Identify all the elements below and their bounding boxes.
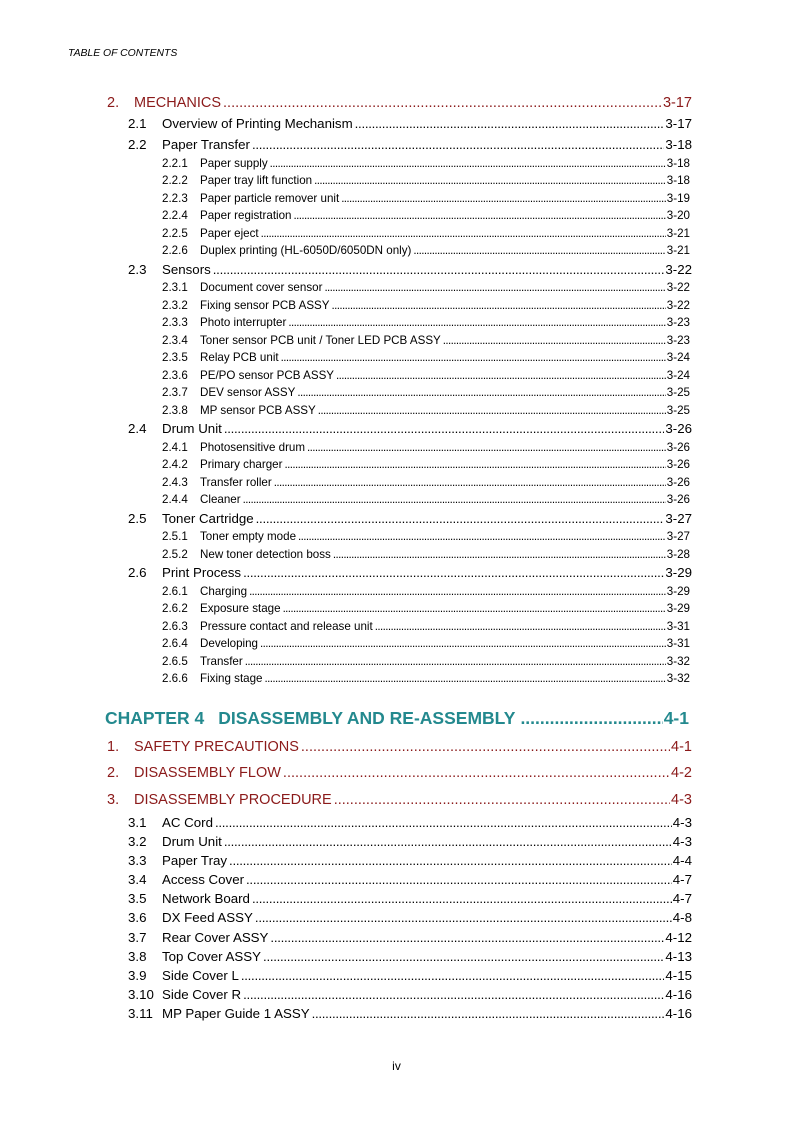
dot-leader (252, 135, 664, 155)
entry-title: Drum Unit (162, 421, 222, 436)
entry-number: 2.4.1 (162, 440, 188, 454)
toc-entry-subsection[interactable] (0, 947, 692, 966)
dot-leader (245, 653, 666, 671)
entry-page-number: 3-29 (665, 565, 692, 580)
entry-title: Top Cover ASSY (162, 948, 262, 964)
toc-entry-section[interactable] (0, 760, 692, 787)
entry-number: 3.2 (128, 833, 147, 849)
toc-entry-subsection[interactable] (0, 1004, 692, 1023)
entry-page-number: 4-2 (671, 765, 692, 781)
entry-title: AC Cord (162, 814, 213, 830)
entry-number: 2.3.5 (162, 351, 188, 364)
dot-leader (318, 402, 666, 420)
toc-entry-subsection[interactable] (0, 114, 692, 134)
dot-leader (243, 491, 666, 509)
dot-leader (265, 670, 666, 688)
entry-title: DISASSEMBLY PROCEDURE (134, 791, 332, 808)
entry-title: Charging (200, 584, 248, 598)
entry-page-number: 3-24 (666, 368, 690, 382)
dot-leader (252, 889, 672, 908)
toc-entry-section[interactable] (0, 733, 692, 760)
dot-leader (213, 260, 665, 280)
entry-number: 2.6.3 (162, 619, 188, 633)
entry-number: 3.6 (128, 910, 147, 926)
entry-page-number: 3-26 (666, 493, 690, 506)
entry-title: Side Cover L (162, 968, 239, 983)
entry-number: 2. (107, 95, 120, 111)
toc-entry-subsection[interactable] (0, 966, 692, 985)
entry-number: 2.5.1 (162, 530, 188, 543)
toc-entry-subsubsection[interactable] (0, 225, 690, 243)
entry-number: 2.6 (128, 565, 147, 580)
entry-title: DX Feed ASSY (162, 910, 253, 926)
toc-entry-subsubsection[interactable] (0, 297, 690, 315)
entry-page-number: 3-25 (666, 403, 690, 417)
entry-page-number: 4-8 (672, 910, 692, 926)
entry-page-number: 4-3 (671, 791, 692, 808)
entry-page-number: 3-29 (666, 584, 690, 598)
dot-leader (255, 908, 672, 927)
dot-leader (261, 225, 666, 243)
entry-page-number: 3-22 (665, 261, 692, 277)
toc-entry-section[interactable] (0, 786, 692, 813)
dot-leader (307, 439, 666, 457)
dot-leader (223, 92, 662, 114)
entry-number: 3.10 (128, 987, 154, 1003)
toc-entry-subsubsection[interactable] (0, 456, 690, 474)
toc-entry-subsubsection[interactable] (0, 349, 690, 367)
toc-entry-subsection[interactable] (0, 419, 692, 439)
dot-leader (260, 635, 666, 653)
entry-page-number: 3-18 (666, 174, 690, 187)
dot-leader (294, 207, 666, 225)
entry-title: Photo interrupter (200, 316, 287, 329)
entry-page-number: 3-28 (666, 547, 690, 561)
entry-number: 2.2 (128, 137, 147, 152)
entry-title: Side Cover R (162, 987, 242, 1003)
entry-page-number: 4-1 (671, 738, 692, 755)
toc-entry-subsubsection[interactable] (0, 528, 690, 546)
entry-page-number: 4-15 (665, 968, 692, 983)
entry-page-number: 4-1 (663, 708, 689, 728)
entry-page-number: 3-27 (666, 530, 690, 543)
toc-entry-subsection[interactable] (0, 260, 692, 280)
entry-title: Rear Cover ASSY (162, 929, 269, 945)
entry-number: 2.2.1 (162, 156, 188, 170)
entry-title: Toner Cartridge (162, 510, 254, 526)
entry-title: Fixing sensor PCB ASSY (200, 298, 330, 312)
entry-number: 3. (107, 791, 120, 808)
entry-number: 2.3.8 (162, 403, 188, 417)
toc-chapter-heading[interactable] (0, 703, 689, 733)
dot-leader (336, 367, 666, 385)
dot-leader (298, 528, 666, 546)
entry-number: 2.2.4 (162, 209, 188, 222)
entry-number: 2.4 (128, 421, 147, 436)
entry-number: 3.4 (128, 872, 147, 888)
entry-title: Exposure stage (200, 602, 281, 615)
entry-title: Paper Tray (162, 852, 228, 868)
dot-leader (314, 172, 666, 190)
entry-page-number: 3-17 (662, 95, 692, 111)
entry-title: MECHANICS (134, 95, 222, 111)
dot-leader (301, 737, 670, 758)
toc-entry-subsection[interactable] (0, 985, 692, 1004)
entry-title: Toner sensor PCB unit / Toner LED PCB ASSY (200, 333, 441, 347)
entry-page-number: 3-26 (666, 475, 690, 489)
entry-page-number: 3-22 (666, 281, 690, 294)
entry-number: 2.3 (128, 261, 147, 277)
toc-entry-subsubsection[interactable] (0, 439, 690, 457)
entry-number: 2.6.2 (162, 602, 188, 615)
entry-page-number: 4-7 (672, 891, 692, 907)
toc-entry-subsubsection[interactable] (0, 279, 690, 297)
dot-leader (312, 1004, 665, 1023)
entry-number: 3.3 (128, 852, 147, 868)
toc-entry-subsection[interactable] (0, 509, 692, 529)
entry-title: Overview of Printing Mechanism (162, 116, 353, 131)
toc-entry-subsubsection[interactable] (0, 242, 690, 260)
entry-page-number: 3-19 (666, 191, 690, 205)
entry-page-number: 3-29 (666, 602, 690, 615)
entry-title: Paper particle remover unit (200, 191, 340, 205)
entry-page-number: 3-22 (666, 298, 690, 312)
toc-entry-subsection[interactable] (0, 851, 692, 870)
dot-leader (229, 851, 672, 870)
entry-number: 3.11 (128, 1006, 153, 1022)
entry-number: 3.1 (128, 814, 147, 830)
toc-entry-subsubsection[interactable] (0, 474, 690, 492)
dot-leader (520, 703, 662, 733)
entry-title: Relay PCB unit (200, 351, 279, 364)
toc-entry-subsubsection[interactable] (0, 491, 690, 509)
dot-leader (224, 419, 665, 439)
entry-number: 3.8 (128, 948, 147, 964)
entry-title: New toner detection boss (200, 547, 331, 561)
dot-leader (332, 297, 666, 315)
entry-page-number: 4-16 (665, 1006, 692, 1022)
entry-number: 2.3.2 (162, 298, 188, 312)
toc-entry-subsubsection[interactable] (0, 618, 690, 636)
entry-title: Pressure contact and release unit (200, 619, 373, 633)
entry-title: Paper supply (200, 156, 268, 170)
entry-number: 2.4.3 (162, 475, 188, 489)
entry-title: DEV sensor ASSY (200, 386, 296, 399)
entry-number: 2.5.2 (162, 547, 188, 561)
entry-number: 2.2.5 (162, 226, 188, 240)
dot-leader (283, 763, 670, 784)
entry-title: Print Process (162, 565, 242, 580)
entry-number: 2.3.7 (162, 386, 188, 399)
toc-entry-subsubsection[interactable] (0, 583, 690, 601)
toc-block-chapter-4 (0, 703, 793, 1024)
dot-leader (288, 314, 665, 332)
entry-title: Fixing stage (200, 672, 263, 685)
entry-title: Photosensitive drum (200, 440, 306, 454)
toc-entry-subsection[interactable] (0, 563, 692, 583)
dot-leader (284, 456, 665, 474)
entry-title: Duplex printing (HL-6050D/6050DN only) (200, 244, 412, 257)
entry-page-number: 3-17 (665, 116, 692, 131)
dot-leader (243, 563, 664, 583)
dot-leader (246, 870, 672, 889)
toc-entry-subsubsection[interactable] (0, 402, 690, 420)
entry-title: DISASSEMBLY AND RE-ASSEMBLY (218, 708, 516, 728)
toc-entry-subsection[interactable] (0, 908, 692, 927)
entry-page-number: 4-16 (665, 987, 692, 1003)
entry-title: Access Cover (162, 872, 245, 888)
entry-number: 2.5 (128, 510, 147, 526)
entry-number: 3.7 (128, 929, 147, 945)
entry-page-number: 4-13 (665, 948, 692, 964)
entry-page-number: 3-26 (666, 458, 690, 471)
dot-leader (241, 966, 665, 985)
toc-entry-subsubsection[interactable] (0, 207, 690, 225)
entry-page-number: 4-7 (672, 872, 692, 888)
dot-leader (249, 583, 666, 601)
toc-entry-section[interactable] (0, 92, 692, 114)
entry-title: Document cover sensor (200, 281, 323, 294)
toc-entry-subsection[interactable] (0, 135, 692, 155)
entry-page-number: 3-20 (666, 209, 690, 222)
entry-title: SAFETY PRECAUTIONS (134, 738, 299, 755)
entry-page-number: 3-31 (666, 637, 690, 650)
entry-number: 2.6.1 (162, 584, 188, 598)
dot-leader (256, 509, 665, 529)
entry-number: 2.6.4 (162, 637, 188, 650)
dot-leader (270, 928, 664, 947)
entry-title: Transfer roller (200, 475, 272, 489)
toc-entry-subsection[interactable] (0, 870, 692, 889)
entry-page-number: 3-18 (665, 137, 692, 152)
entry-page-number: 3-23 (666, 333, 690, 347)
dot-leader (297, 384, 665, 402)
entry-page-number: 3-26 (666, 440, 690, 454)
toc-entry-subsubsection[interactable] (0, 635, 690, 653)
entry-number: 2.3.4 (162, 333, 188, 347)
dot-leader (333, 546, 666, 564)
entry-page-number: 3-32 (666, 654, 690, 668)
entry-page-number: 3-25 (666, 386, 690, 399)
entry-number: 2.2.3 (162, 191, 188, 205)
toc-entry-subsection[interactable] (0, 813, 692, 832)
entry-title: Cleaner (200, 493, 241, 506)
entry-page-number: 4-3 (672, 814, 692, 830)
entry-page-number: 4-4 (672, 852, 692, 868)
entry-title: MP Paper Guide 1 ASSY (162, 1006, 310, 1022)
entry-title: Paper Transfer (162, 137, 250, 152)
entry-number: 2.3.6 (162, 368, 188, 382)
dot-leader (274, 474, 666, 492)
entry-number: 2.3.1 (162, 281, 188, 294)
entry-title: Drum Unit (162, 833, 222, 849)
entry-title: PE/PO sensor PCB ASSY (200, 368, 335, 382)
dot-leader (413, 242, 665, 260)
toc-entry-subsubsection[interactable] (0, 670, 690, 688)
toc-entry-subsubsection[interactable] (0, 190, 690, 208)
entry-title: Paper registration (200, 209, 292, 222)
entry-title: DISASSEMBLY FLOW (134, 765, 281, 781)
entry-page-number: 3-21 (666, 226, 690, 240)
entry-number: 2.2.6 (162, 244, 188, 257)
toc-block-mechanics (0, 92, 793, 688)
entry-page-number: 4-12 (665, 929, 692, 945)
entry-page-number: 3-31 (666, 619, 690, 633)
toc-entry-subsubsection[interactable] (0, 384, 690, 402)
entry-title: Toner empty mode (200, 530, 297, 543)
dot-leader (243, 985, 664, 1004)
toc-entry-subsubsection[interactable] (0, 314, 690, 332)
entry-title: Paper eject (200, 226, 259, 240)
entry-number: 2.4.2 (162, 458, 188, 471)
page-number: iv (392, 1059, 401, 1073)
entry-title: Transfer (200, 654, 243, 668)
entry-title: Paper tray lift function (200, 174, 313, 187)
dot-leader (224, 832, 672, 851)
entry-number: 2.2.2 (162, 174, 188, 187)
entry-page-number: 3-18 (666, 156, 690, 170)
toc-entry-subsection[interactable] (0, 889, 692, 908)
entry-title: Primary charger (200, 458, 283, 471)
entry-number: CHAPTER 4 (105, 708, 205, 728)
dot-leader (355, 114, 665, 134)
entry-page-number: 3-23 (666, 316, 690, 329)
entry-number: 3.5 (128, 891, 147, 907)
dot-leader (281, 349, 666, 367)
entry-title: Developing (200, 637, 259, 650)
dot-leader (283, 600, 666, 618)
entry-title: Sensors (162, 261, 211, 277)
toc-entry-subsubsection[interactable] (0, 367, 690, 385)
entry-number: 1. (107, 738, 120, 755)
entry-number: 2. (107, 765, 120, 781)
dot-leader (443, 332, 666, 350)
entry-number: 2.6.5 (162, 654, 188, 668)
entry-page-number: 3-24 (666, 351, 690, 364)
toc-entry-subsubsection[interactable] (0, 332, 690, 350)
dot-leader (270, 155, 666, 173)
entry-page-number: 4-3 (672, 833, 692, 849)
toc-entry-subsubsection[interactable] (0, 172, 690, 190)
dot-leader (341, 190, 666, 208)
toc-entry-subsubsection[interactable] (0, 155, 690, 173)
entry-page-number: 3-21 (666, 244, 690, 257)
entry-title: Network Board (162, 891, 250, 907)
entry-number: 2.6.6 (162, 672, 188, 685)
dot-leader (375, 618, 666, 636)
toc-entry-subsubsection[interactable] (0, 600, 690, 618)
entry-title: MP sensor PCB ASSY (200, 403, 316, 417)
toc-entry-subsubsection[interactable] (0, 546, 690, 564)
entry-page-number: 3-32 (666, 672, 690, 685)
toc-entry-subsubsection[interactable] (0, 653, 690, 671)
dot-leader (324, 279, 665, 297)
entry-number: 2.1 (128, 116, 147, 131)
toc-entry-subsection[interactable] (0, 928, 692, 947)
dot-leader (215, 813, 672, 832)
running-header: TABLE OF CONTENTS (68, 48, 178, 59)
entry-number: 3.9 (128, 968, 147, 983)
dot-leader (334, 790, 670, 811)
toc-entry-subsection[interactable] (0, 832, 692, 851)
entry-page-number: 3-26 (665, 421, 692, 436)
entry-number: 2.3.3 (162, 316, 188, 329)
entry-page-number: 3-27 (665, 510, 692, 526)
entry-number: 2.4.4 (162, 493, 188, 506)
dot-leader (263, 947, 664, 966)
